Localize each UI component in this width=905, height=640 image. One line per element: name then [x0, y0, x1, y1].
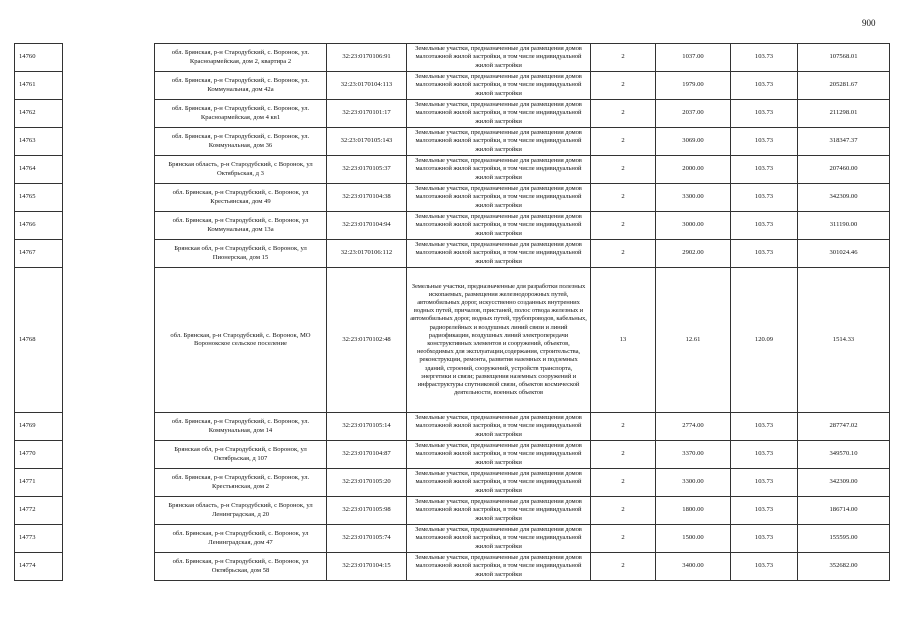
specific-value-cell: 103.73: [731, 240, 798, 268]
cadastral-value-cell: 207460.00: [798, 156, 890, 184]
row-number: 14773: [15, 525, 63, 553]
area-cell: 3069.00: [656, 128, 731, 156]
area-cell: 3300.00: [656, 184, 731, 212]
cadastral-value-cell: 318347.37: [798, 128, 890, 156]
empty-cell: [63, 100, 155, 128]
address-cell: обл. Брянская, р-н Стародубский, с. Воронок, ул Крестьянская, дом 49: [155, 184, 327, 212]
address-cell: обл. Брянская, р-н Стародубский, с. Воронок, МО Воронокское сельское поселение: [155, 268, 327, 413]
table-row: [15, 100, 890, 128]
empty-cell: [63, 44, 155, 72]
cadastral-number-cell: 32:23:0170105:74: [327, 525, 407, 553]
cadastral-value-cell: 311190.00: [798, 212, 890, 240]
cadastral-number-cell: 32:23:0170105:98: [327, 497, 407, 525]
specific-value-cell: 103.73: [731, 469, 798, 497]
cadastral-value-cell: 342309.00: [798, 469, 890, 497]
address-cell: обл. Брянская, р-н Стародубский, с. Воронок, ул. Красноармейская, дом 4 кв1: [155, 100, 327, 128]
row-number: 14767: [15, 240, 63, 268]
group-cell: 2: [591, 44, 656, 72]
group-cell: 2: [591, 156, 656, 184]
cadastral-number-cell: 32:23:0170105:37: [327, 156, 407, 184]
cadastral-number-cell: 32:23:0170104:113: [327, 72, 407, 100]
specific-value-cell: 103.73: [731, 72, 798, 100]
specific-value-cell: 120.09: [731, 268, 798, 413]
group-cell: 2: [591, 497, 656, 525]
specific-value-cell: 103.73: [731, 184, 798, 212]
specific-value-cell: 103.73: [731, 497, 798, 525]
page-number: 900: [862, 18, 876, 28]
land-use-cell: Земельные участки, предназначенные для размещения домов малоэтажной жилой застройки, в том числе индивидуальной жилой застройки: [407, 525, 591, 553]
group-cell: 2: [591, 184, 656, 212]
group-cell: 2: [591, 413, 656, 441]
cadastral-number-cell: 32:23:0170104:38: [327, 184, 407, 212]
cadastral-number-cell: 32:23:0170105:14: [327, 413, 407, 441]
address-cell: обл. Брянская, р-н Стародубский, с. Воронок, ул Октябрьская, дом 58: [155, 553, 327, 581]
empty-cell: [63, 553, 155, 581]
cadastral-number-cell: 32:23:0170106:91: [327, 44, 407, 72]
cadastral-number-cell: 32:23:0170104:15: [327, 553, 407, 581]
specific-value-cell: 103.73: [731, 156, 798, 184]
empty-cell: [63, 441, 155, 469]
row-number: 14768: [15, 268, 63, 413]
address-cell: Брянская область, р-н Стародубский, с Воронок, ул Ленинградская, д 20: [155, 497, 327, 525]
land-use-cell: Земельные участки, предназначенные для размещения домов малоэтажной жилой застройки, в том числе индивидуальной жилой застройки: [407, 72, 591, 100]
land-use-cell: Земельные участки, предназначенные для размещения домов малоэтажной жилой застройки, в том числе индивидуальной жилой застройки: [407, 128, 591, 156]
cadastral-value-cell: 107568.01: [798, 44, 890, 72]
cadastral-number-cell: 32:23:0170104:87: [327, 441, 407, 469]
group-cell: 2: [591, 441, 656, 469]
row-number: 14763: [15, 128, 63, 156]
table-row: [15, 497, 890, 525]
area-cell: 2037.00: [656, 100, 731, 128]
address-cell: Брянская область, р-н Стародубский, с Воронок, ул Октябрьская, д 3: [155, 156, 327, 184]
empty-cell: [63, 525, 155, 553]
land-use-cell: Земельные участки, предназначенные для размещения домов малоэтажной жилой застройки, в том числе индивидуальной жилой застройки: [407, 212, 591, 240]
table-row: [15, 268, 890, 413]
cadastral-number-cell: 32:23:0170105:20: [327, 469, 407, 497]
row-number: 14774: [15, 553, 63, 581]
address-cell: обл. Брянская, р-н Стародубский, с. Воронок, ул. Коммунальная, дом 14: [155, 413, 327, 441]
area-cell: 1037.00: [656, 44, 731, 72]
row-number: 14762: [15, 100, 63, 128]
cadastral-number-cell: 32:23:0170101:17: [327, 100, 407, 128]
area-cell: 3000.00: [656, 212, 731, 240]
row-number: 14772: [15, 497, 63, 525]
row-number: 14769: [15, 413, 63, 441]
group-cell: 2: [591, 128, 656, 156]
table-row: [15, 44, 890, 72]
cadastral-value-cell: 349570.10: [798, 441, 890, 469]
cadastral-value-cell: 342309.00: [798, 184, 890, 212]
table-row: [15, 184, 890, 212]
area-cell: 3300.00: [656, 469, 731, 497]
cadastral-value-cell: 301024.46: [798, 240, 890, 268]
land-use-cell: Земельные участки, предназначенные для разработки полезных ископаемых, размещения железнодорожных путей, автомобильных дорог, искусственно созданных внутренних водных путей, причалов, пристаней, полос отвода железных и автомобильных дорог, водных путей, трубопроводов, кабельных, радиорелейных и воздушных линий связи и линий радиофикации, воздушных линий электропередачи конструктивных элементов и сооружений, объектов, необходимых для эксплуатации,содержания, строительства, реконструкции, ремонта, развития наземных и подземных зданий, строений, сооружений, устройств транспорта, энергетики и связи; размещения наземных сооружений и инфраструктуры спутниковой связи, объектов космической деятельности, военных объектов: [407, 268, 591, 413]
cadastral-value-cell: 1514.33: [798, 268, 890, 413]
specific-value-cell: 103.73: [731, 441, 798, 469]
land-use-cell: Земельные участки, предназначенные для размещения домов малоэтажной жилой застройки, в том числе индивидуальной жилой застройки: [407, 44, 591, 72]
row-number: 14771: [15, 469, 63, 497]
row-number: 14770: [15, 441, 63, 469]
empty-cell: [63, 156, 155, 184]
address-cell: обл. Брянская, р-н Стародубский, с. Воронок, ул. Коммунальная, дом 42а: [155, 72, 327, 100]
specific-value-cell: 103.73: [731, 525, 798, 553]
land-use-cell: Земельные участки, предназначенные для размещения домов малоэтажной жилой застройки, в том числе индивидуальной жилой застройки: [407, 441, 591, 469]
address-cell: обл. Брянская, р-н Стародубский, с. Воронок, ул. Коммунальная, дом 36: [155, 128, 327, 156]
specific-value-cell: 103.73: [731, 100, 798, 128]
cadastral-value-cell: 186714.00: [798, 497, 890, 525]
table-row: [15, 413, 890, 441]
address-cell: обл. Брянская, р-н Стародубский, с. Воронок, ул. Красноармейская, дом 2, квартира 2: [155, 44, 327, 72]
table-row: [15, 128, 890, 156]
row-number: 14766: [15, 212, 63, 240]
land-use-cell: Земельные участки, предназначенные для размещения домов малоэтажной жилой застройки, в том числе индивидуальной жилой застройки: [407, 100, 591, 128]
cadastral-value-cell: 211298.01: [798, 100, 890, 128]
address-cell: Брянская обл, р-н Стародубский, с Воронок, ул Октябрьская, д 107: [155, 441, 327, 469]
specific-value-cell: 103.73: [731, 212, 798, 240]
area-cell: 2000.00: [656, 156, 731, 184]
empty-cell: [63, 268, 155, 413]
address-cell: Брянская обл, р-н Стародубский, с Воронок, ул Пионерская, дом 15: [155, 240, 327, 268]
land-use-cell: Земельные участки, предназначенные для размещения домов малоэтажной жилой застройки, в том числе индивидуальной жилой застройки: [407, 240, 591, 268]
empty-cell: [63, 128, 155, 156]
empty-cell: [63, 184, 155, 212]
group-cell: 2: [591, 525, 656, 553]
specific-value-cell: 103.73: [731, 413, 798, 441]
land-use-cell: Земельные участки, предназначенные для размещения домов малоэтажной жилой застройки, в том числе индивидуальной жилой застройки: [407, 553, 591, 581]
table-row: [15, 240, 890, 268]
area-cell: 1500.00: [656, 525, 731, 553]
table-row: [15, 212, 890, 240]
group-cell: 2: [591, 553, 656, 581]
address-cell: обл. Брянская, р-н Стародубский, с. Воронок, ул. Крестьянская, дом 2: [155, 469, 327, 497]
area-cell: 2774.00: [656, 413, 731, 441]
group-cell: 2: [591, 72, 656, 100]
group-cell: 2: [591, 212, 656, 240]
land-use-cell: Земельные участки, предназначенные для размещения домов малоэтажной жилой застройки, в том числе индивидуальной жилой застройки: [407, 497, 591, 525]
group-cell: 13: [591, 268, 656, 413]
row-number: 14760: [15, 44, 63, 72]
row-number: 14764: [15, 156, 63, 184]
cadastral-value-cell: 155595.00: [798, 525, 890, 553]
cadastral-number-cell: 32:23:0170105:143: [327, 128, 407, 156]
land-use-cell: Земельные участки, предназначенные для размещения домов малоэтажной жилой застройки, в том числе индивидуальной жилой застройки: [407, 156, 591, 184]
table-body: [15, 44, 890, 581]
cadastral-value-cell: 352682.00: [798, 553, 890, 581]
table-row: [15, 469, 890, 497]
group-cell: 2: [591, 240, 656, 268]
address-cell: обл. Брянская, р-н Стародубский, с. Воронок, ул Коммунальная, дом 13а: [155, 212, 327, 240]
row-number: 14761: [15, 72, 63, 100]
cadastral-number-cell: 32:23:0170104:94: [327, 212, 407, 240]
land-use-cell: Земельные участки, предназначенные для размещения домов малоэтажной жилой застройки, в том числе индивидуальной жилой застройки: [407, 413, 591, 441]
group-cell: 2: [591, 100, 656, 128]
empty-cell: [63, 212, 155, 240]
table-row: [15, 156, 890, 184]
group-cell: 2: [591, 469, 656, 497]
specific-value-cell: 103.73: [731, 44, 798, 72]
area-cell: 1979.00: [656, 72, 731, 100]
table-row: [15, 441, 890, 469]
specific-value-cell: 103.73: [731, 128, 798, 156]
cadastral-number-cell: 32:23:0170106:112: [327, 240, 407, 268]
empty-cell: [63, 469, 155, 497]
empty-cell: [63, 240, 155, 268]
land-use-cell: Земельные участки, предназначенные для размещения домов малоэтажной жилой застройки, в том числе индивидуальной жилой застройки: [407, 469, 591, 497]
cadastral-value-cell: 205281.67: [798, 72, 890, 100]
area-cell: 12.61: [656, 268, 731, 413]
empty-cell: [63, 72, 155, 100]
cadastral-value-table: [14, 43, 890, 581]
area-cell: 1800.00: [656, 497, 731, 525]
area-cell: 2902.00: [656, 240, 731, 268]
table-row: [15, 72, 890, 100]
empty-cell: [63, 497, 155, 525]
land-use-cell: Земельные участки, предназначенные для размещения домов малоэтажной жилой застройки, в том числе индивидуальной жилой застройки: [407, 184, 591, 212]
area-cell: 3400.00: [656, 553, 731, 581]
table-row: [15, 525, 890, 553]
cadastral-value-cell: 287747.02: [798, 413, 890, 441]
specific-value-cell: 103.73: [731, 553, 798, 581]
area-cell: 3370.00: [656, 441, 731, 469]
address-cell: обл. Брянская, р-н Стародубский, с. Воронок, ул Ленинградская, дом 47: [155, 525, 327, 553]
empty-cell: [63, 413, 155, 441]
row-number: 14765: [15, 184, 63, 212]
cadastral-number-cell: 32:23:0170102:48: [327, 268, 407, 413]
table-row: [15, 553, 890, 581]
